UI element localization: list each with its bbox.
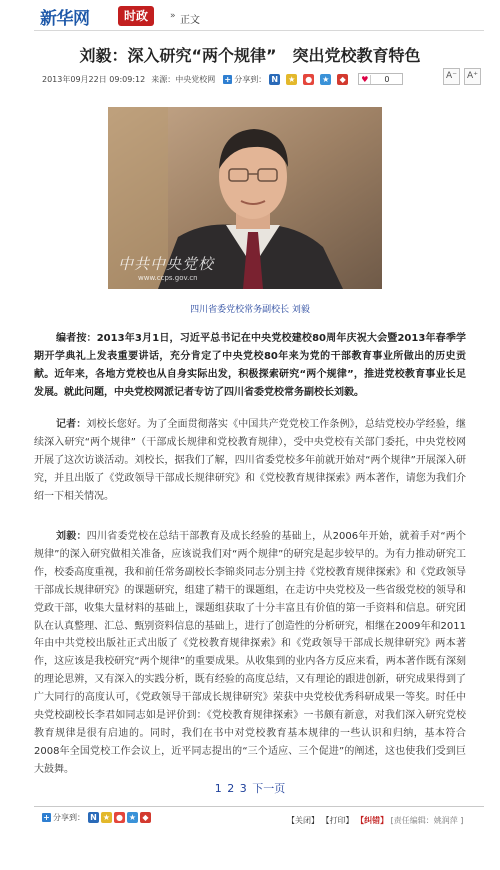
footer-share-xinhua-icon[interactable]: N (88, 812, 99, 823)
footer-share-bar (42, 812, 153, 823)
footer-share-label[interactable]: 分享到： (53, 813, 85, 822)
footer-share-renren-icon[interactable]: ◆ (140, 812, 151, 823)
footer-divider (34, 806, 484, 807)
answer-1-speaker: 刘毅： (56, 531, 87, 542)
print-link[interactable]: 【打印】 (321, 816, 354, 825)
close-link[interactable]: 【关闭】 (287, 816, 319, 825)
header-divider (34, 30, 484, 31)
publish-time: 2013年09月22日 09:09:12 (42, 74, 146, 84)
footer-share-bookmark-icon[interactable]: ★ (102, 813, 111, 822)
share-bar (223, 74, 354, 85)
page-3-link[interactable]: 3 (239, 782, 247, 795)
answer-1-text: 四川省委党校在总结干部教育及成长经验的基础上，从2006年开始，就着手对“两个规律”的深入研究做相关准备，应该说我们对“两个规律”的研究是起步较早的。为有力推动研究工作，校委高度重视，我和前任常务副校长李锦炎同志分别主持《党校教育规律探索》和《党政领导干部成长规律研究》的课题研究，组建了精干的课题组，在走访中央党校及一些省级党校的领导和党政干部，收集大量材料的基础上，课题组获取了十分丰富且有价值的第一手资料和信息。研究团队在认真整理、汇总、甄别资料信息的基础上，进行了创造性的分析研究，相继在2009年和2011年由中共党校出版社正式出版了《党校教育规律探索》和《党政领导干部成长规律研究》两本著作，这应该是我校研究“两个规律”的重要成果。从收集到的业内各方反应来看，两本著作既有深刻的理论思辨，又有深入的实践分析，既有经验的高度总结，又有理论的跟进创新，研究成果得到了广大同行的高度认可，《党政领导干部成长规律研究》荣获中央党校优秀科研成果一等奖。时任中央党校副校长李君如同志如是评价到：《党校教育规律探索》一书颇有新意，对我们深入研究党校教育规律是很有启迪的。同时，我们在书中对党校教育基本规律的一些认识和归纳，基本符合2008年全国党校工作会议上，近平同志提出的“三个适应、三个促进”的阐述，这也使我们受到巨大鼓舞。 (34, 531, 466, 775)
share-qzone-icon[interactable]: ★ (322, 74, 330, 84)
share-weibo-icon[interactable]: ● (303, 74, 314, 85)
article-title: 刘毅：深入研究“两个规律” 突出党校教育特色 (79, 46, 421, 65)
channel-tag[interactable]: 时政 (118, 6, 154, 26)
answer-1 (34, 528, 466, 779)
question-1-speaker: 记者： (56, 419, 87, 430)
site-header (0, 0, 500, 30)
question-1-text: 刘校长您好。为了全面贯彻落实《中国共产党党校工作条例》，总结党校办学经验，继续深入研究“两个规律”（干部成长规律和党校教育规律），受中央党校有关部门委托，中央党校网开展了这次访谈活动。刘校长，据我们了解，四川省委党校多年前就开始对“两个规律”开展深入研究，并且出版了《党政领导干部成长规律研究》和《党校教育规律探索》两本著作，请您为我们介绍一下相关情况。 (34, 419, 466, 502)
breadcrumb-separator: » (170, 11, 176, 21)
question-1 (34, 416, 466, 506)
next-page-link[interactable]: 下一页 (252, 782, 286, 795)
font-smaller-button[interactable]: A⁻ (443, 68, 460, 85)
like-button[interactable] (358, 73, 403, 85)
responsible-editor: [责任编辑：姚润萍 ] (390, 816, 464, 825)
like-count: 0 (384, 74, 390, 84)
footer-share-weibo-icon[interactable]: ● (114, 812, 125, 823)
site-logo[interactable]: 新华网 (40, 9, 90, 29)
photo-caption: 四川省委党校常务副校长 刘毅 (190, 305, 310, 315)
share-renren-icon[interactable]: ◆ (337, 74, 348, 85)
page-2-link[interactable]: 2 (227, 782, 235, 795)
footer-share-qzone-icon[interactable]: ★ (128, 813, 137, 822)
share-label[interactable]: 分享到： (234, 74, 267, 84)
photo-watermark: 中共中央党校 (118, 255, 215, 273)
share-plus-icon[interactable]: + (224, 74, 232, 84)
photo-url: www.ccps.gov.cn (138, 274, 198, 282)
thumbs-up-icon: ♥ (359, 75, 371, 84)
article-source: 来源：中央党校网 (151, 74, 216, 84)
editor-note: 编者按：2013年3月1日，习近平总书记在中央党校建校80周年庆祝大会暨2013年春季学期开学典礼上发表重要讲话，充分肯定了中央党校80年来为党的干部教育事业所做出的历史贡献。近年来，各地方党校也从自身实际出发，积极探索研究“两个规律”，推进党校教育事业长足发展。就此问题，中央党校网派记者专访了四川省委党校常务副校长刘毅。 (34, 333, 466, 398)
article-meta (42, 72, 403, 86)
footer-actions (287, 815, 463, 826)
article-photo (108, 107, 382, 289)
page-1-link[interactable]: 1 (214, 782, 222, 795)
pagination (0, 780, 500, 796)
breadcrumb-current: 正文 (180, 15, 200, 26)
share-bookmark-icon[interactable]: ★ (288, 74, 296, 84)
footer-share-plus-icon[interactable]: + (43, 813, 50, 822)
font-larger-button[interactable]: A⁺ (464, 68, 481, 85)
share-xinhua-icon[interactable]: N (269, 74, 280, 85)
report-error-link[interactable]: 【纠错】 (356, 816, 389, 825)
